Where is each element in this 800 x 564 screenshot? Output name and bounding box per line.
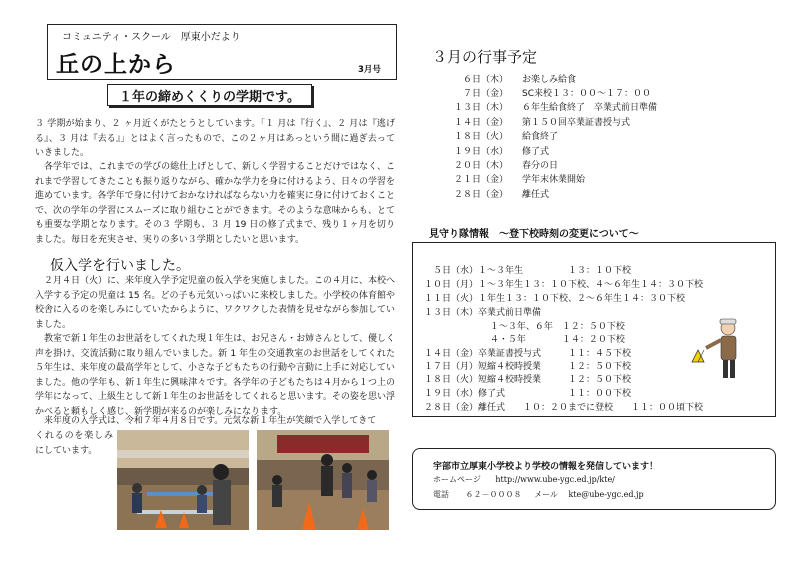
header-subtitle: コミュニティ・スクール 厚東小だより bbox=[62, 32, 241, 43]
footer-contact: 電話 ６２－０００８ メール kte@ube-ygc.ed.jp bbox=[433, 490, 644, 499]
footer-homepage: ホームページ http://www.ube-ygc.ed.jp/kte/ bbox=[433, 475, 615, 484]
event-row: ６日（木） お楽しみ給食 bbox=[462, 75, 577, 85]
event-row: ２０日（木） 春分の日 bbox=[453, 161, 559, 171]
section2-para1: ２月４日（火）に、来年度入学予定児童の仮入学を実施しました。この４月に、本校へ入学する予定の児童は 15 名。どの子も元気いっぱいに来校しました。小学校の体育館や校舎に入るのを楽しみにしていたからように、ワクワクした表情を見せながら参加していました。 bbox=[35, 276, 396, 330]
section2-title: 仮入学を行いました。 bbox=[50, 258, 190, 274]
email-link[interactable]: kte@ube-ygc.ed.jp bbox=[568, 490, 644, 499]
events-title: ３月の行事予定 bbox=[432, 48, 538, 66]
event-row: １４日（金） 第１５０回卒業証書授与式 bbox=[453, 118, 631, 128]
event-row: １９日（水） 修了式 bbox=[453, 147, 550, 157]
schedule-row: １０日（月）１～３年生１３：１０下校、４～６年生１４：３０下校 bbox=[423, 280, 704, 290]
schedule-row: １１日（火）１年生１３：１０下校、２～６年生１４：３０下校 bbox=[423, 294, 686, 304]
school-photo-2 bbox=[257, 430, 389, 530]
schedule-row: １７日（月）短縮４校時授業 １２：５０下校 bbox=[423, 362, 632, 372]
issue-label: 3月号 bbox=[358, 65, 381, 75]
footer-headline: 宇部市立厚東小学校より学校の情報を発信しています！ bbox=[433, 462, 659, 472]
section2-para3a: 来年度の入学式は、令和７年４月８日です。元気な新１年生が笑顔で入学してきて bbox=[44, 416, 377, 426]
section1-para2: 各学年では、これまでの学びの総仕上げとして、新しく学習することだけではなく、これまで学習してきたことも振り返りながら、確かな学力を身に付けるよう、日々の学習を進めています。各学年で身に付けておかなければならない力を確実に身に付けておくことで、次の学年の学習にスムーズに取り組むことができます。そのような意味からも、とても重要な学期となります。その３ 学期も、３ 月 19 日の修了式まで、残り１ヶ月を切りました。毎日を充実させ、実りの多い３学期としたいと思います。 bbox=[35, 162, 396, 245]
event-row: １８日（火） 給食終了 bbox=[453, 132, 559, 142]
crossing-guard-illustration-icon bbox=[684, 316, 746, 390]
schedule-row: １～３年、６年 １２：５０下校 bbox=[478, 322, 625, 332]
schedule-row: ４・５年 １４：２０下校 bbox=[478, 335, 625, 345]
schedule-row: ２８日（金）離任式 １０：２０までに登校 １１：００頃下校 bbox=[423, 403, 704, 413]
section2-para2: 教室で新１年生のお世話をしてくれた現１年生は、お兄さん・お姉さんとして、優しく声を掛け、交流活動に取り組んでいました。新 1 年生の交通教室のお世話をしてくれた５年生は、来年度の最高学年として、小さな子どもたちの行動や言動に上手に対応していました。他の学年も、新１年生に興味津々です。各学年の子どもたちは４月から１つ上の学年になって、上級生として新１年生のお世話をしてくれると思います。その姿を思い浮かべると頼もしく感じ、新学期が来るのが楽しみになります。 bbox=[35, 334, 395, 417]
schedule-row: ５日（水）１～３年生 １３：１０下校 bbox=[432, 266, 632, 276]
homepage-link[interactable]: http://www.ube-ygc.ed.jp/kte/ bbox=[495, 475, 615, 484]
section2-para3b: くれるのを楽しみにしています。 bbox=[35, 431, 113, 456]
schedule-row: １９日（水）修了式 １１：００下校 bbox=[423, 389, 632, 399]
event-row: ２１日（金） 学年末休業開始 bbox=[453, 175, 586, 185]
mimamori-title: 見守り隊情報 ～登下校時刻の変更について～ bbox=[429, 229, 639, 240]
schedule-row: １３日（木）卒業式前日準備 bbox=[423, 308, 542, 318]
schedule-row: １４日（金）卒業証書授与式 １１：４５下校 bbox=[423, 349, 632, 359]
section1-title: １年の締めくくりの学期です。 bbox=[119, 90, 300, 105]
event-row: ７日（金） SC来校１３：００～１７：００ bbox=[462, 89, 651, 99]
event-row: ２８日（金） 離任式 bbox=[453, 190, 550, 200]
newsletter-title: 丘の上から bbox=[56, 51, 176, 78]
section1-para1: ３ 学期が始まり、２ ヶ月近くがたとうとしています。「１ 月は『行く』、２ 月は『逃げる』、３ 月は『去る』」とはよく言ったもので、この２ヶ月はあっという間に過ぎ去っていきました。 bbox=[35, 119, 395, 159]
phone-number: ６２－０００８ bbox=[465, 490, 522, 499]
schedule-row: １８日（火）短縮４校時授業 １２：５０下校 bbox=[423, 375, 632, 385]
event-row: １３日（木） ６年生給食終了 卒業式前日準備 bbox=[453, 103, 658, 113]
school-photo-1 bbox=[117, 430, 249, 530]
